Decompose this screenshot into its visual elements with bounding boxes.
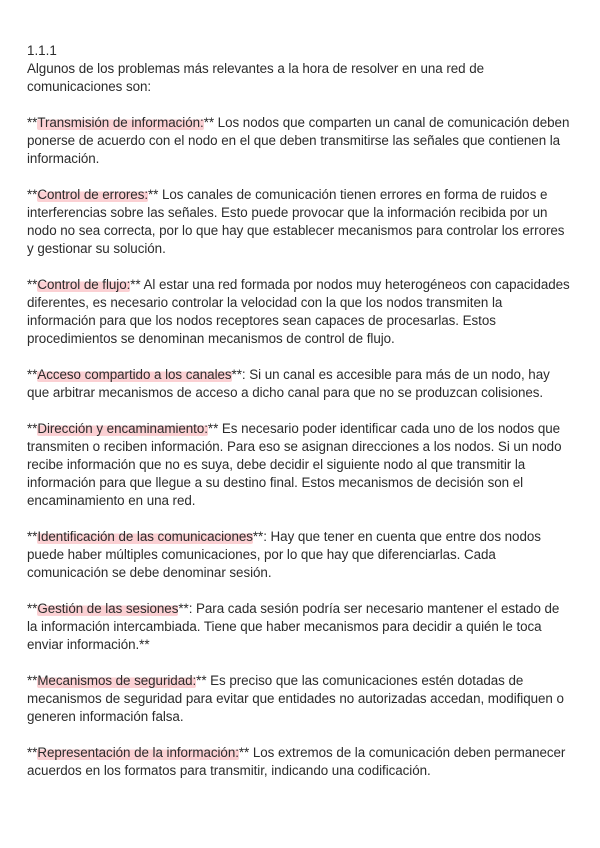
problem-description: Es preciso que las comunicaciones estén dotadas de mecanismos de seguridad para evitar que entidades no autorizadas accedan, modifiquen o generen información falsa. (27, 673, 564, 724)
problem-item (27, 528, 573, 582)
problem-item (27, 276, 573, 348)
problem-term: Acceso compartido a los canales (37, 367, 232, 382)
problem-item (27, 744, 573, 780)
markdown-marker: ** (27, 187, 38, 202)
markdown-marker: ** (178, 601, 189, 616)
markdown-marker: ** (27, 745, 38, 760)
problem-term: Representación de la información: (37, 745, 239, 760)
markdown-marker: ** (27, 529, 38, 544)
problem-term: Control de flujo: (37, 277, 131, 292)
markdown-marker: ** (27, 673, 38, 688)
section-number: 1.1.1 (27, 43, 57, 58)
problem-term: Identificación de las comunicaciones (37, 529, 253, 544)
problem-description: : Para cada sesión podría ser necesario mantener el estado de la información intercambiada. Tiene que haber mecanismos para decidir a quién le toca enviar información.** (27, 601, 560, 652)
problem-item (27, 420, 573, 510)
markdown-marker: ** (238, 745, 250, 760)
problem-description: Los nodos que comparten un canal de comunicación deben ponerse de acuerdo con el nodo en el que deben transmitirse las señales que contienen la información. (27, 115, 570, 166)
problem-term: Gestión de las sesiones (37, 601, 179, 616)
problem-description: : Si un canal es accesible para más de un nodo, hay que arbitrar mecanismos de acceso a dicho canal para que no se produzcan colisiones. (27, 367, 550, 400)
problem-description: : Hay que tener en cuenta que entre dos nodos puede haber múltiples comunicaciones, por lo que hay que diferenciarlas. Cada comunicación se debe denominar sesión. (27, 529, 541, 580)
problem-description: Los canales de comunicación tienen errores en forma de ruidos e interferencias sobre las señales. Esto puede provocar que la información recibida por un nodo no sea correcta, por lo que hay que establecer mecanismos para controlar los errores y gestionar su solución. (27, 187, 565, 256)
markdown-marker: ** (231, 367, 242, 382)
problem-description: Es necesario poder identificar cada uno de los nodos que transmiten o reciben información. Para eso se asignan direcciones a los nodos. Si un nodo recibe información que no es suya, debe decidir el siguiente nodo al que transmitir la información para que llegue a su destino final. Estos mecanismos de decisión son el encaminamiento en una red. (27, 421, 562, 508)
problem-term: Mecanismos de seguridad: (37, 673, 197, 688)
problem-list (27, 114, 573, 780)
problem-description: Al estar una red formada por nodos muy heterogéneos con capacidades diferentes, es necesario controlar la velocidad con la que los nodos transmiten la información para que los nodos receptores sean capaces de procesarlas. Estos procedimientos se denominan mecanismos de control de flujo. (27, 277, 570, 346)
problem-term: Control de errores: (37, 187, 149, 202)
intro-paragraph: Algunos de los problemas más relevantes a la hora de resolver en una red de comunicaciones son: (27, 61, 485, 94)
markdown-marker: ** (27, 367, 38, 382)
markdown-marker: ** (252, 529, 264, 544)
problem-term: Dirección y encaminamiento: (37, 421, 208, 436)
problem-item (27, 186, 573, 258)
problem-description: Los extremos de la comunicación deben permanecer acuerdos en los formatos para transmitir, indicando una codificación. (27, 745, 566, 778)
markdown-marker: ** (148, 187, 159, 202)
markdown-marker: ** (27, 421, 38, 436)
problem-item (27, 366, 573, 402)
markdown-marker: ** (196, 673, 207, 688)
markdown-marker: ** (27, 277, 38, 292)
markdown-marker: ** (130, 277, 141, 292)
markdown-marker: ** (203, 115, 215, 130)
problem-term: Transmisión de información: (37, 115, 204, 130)
markdown-marker: ** (27, 601, 38, 616)
problem-item (27, 600, 573, 654)
markdown-marker: ** (207, 421, 219, 436)
problem-item (27, 114, 573, 168)
markdown-marker: ** (27, 115, 38, 130)
problem-item (27, 672, 573, 726)
